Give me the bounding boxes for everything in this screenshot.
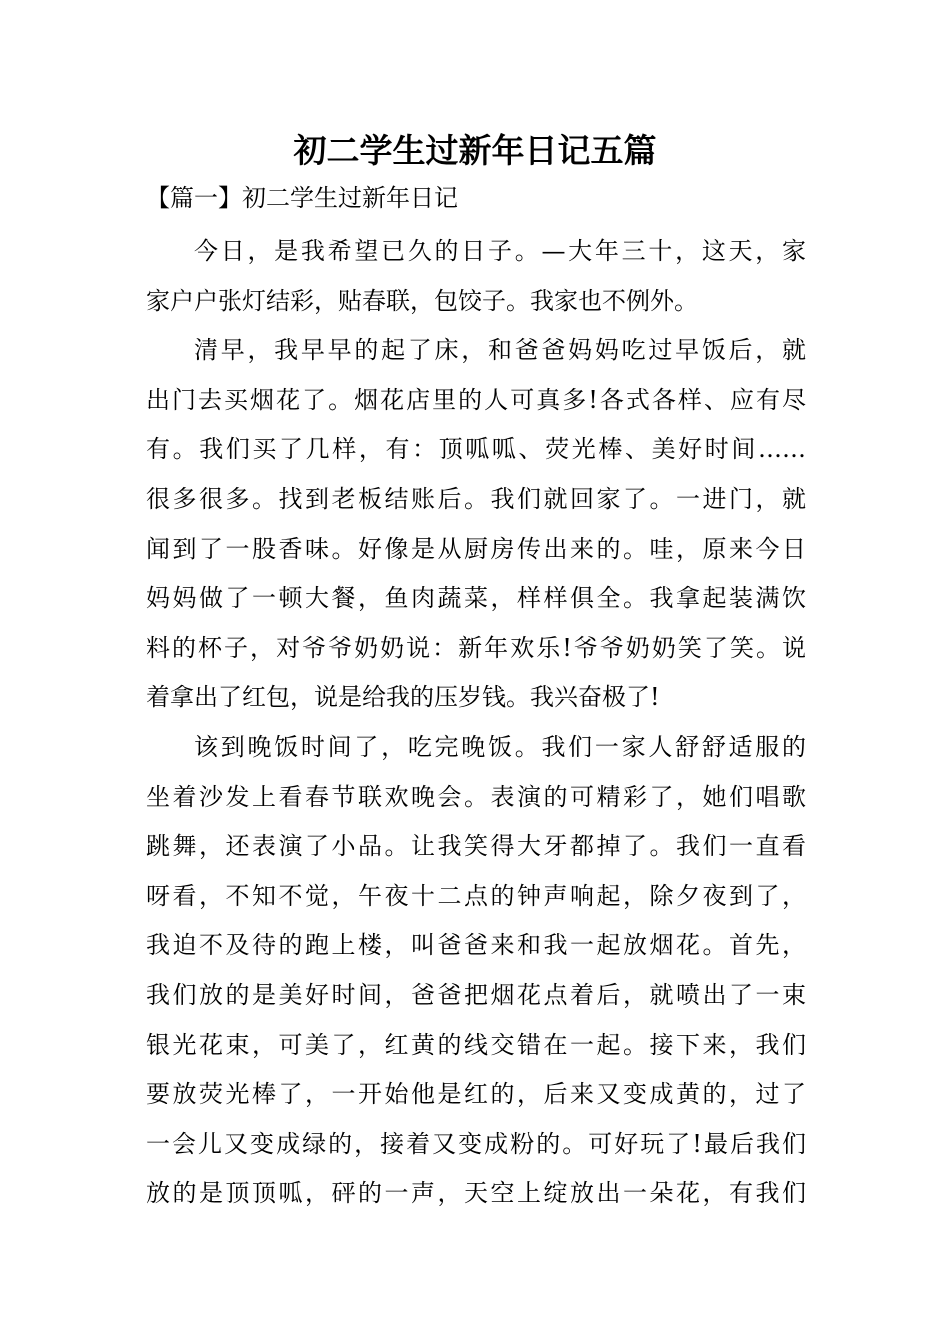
paragraph-line: 今日，是我希望已久的日子。—大年三十，这天，家 — [194, 237, 806, 265]
paragraph-line: 一会儿又变成绿的，接着又变成粉的。可好玩了!最后我们 — [146, 1129, 806, 1158]
paragraph-line: 出门去买烟花了。烟花店里的人可真多!各式各样、应有尽 — [146, 385, 806, 414]
paragraph-line: 我们放的是美好时间，爸爸把烟花点着后，就喷出了一束 — [146, 980, 806, 1009]
paragraph-line: 该到晚饭时间了，吃完晚饭。我们一家人舒舒适服的 — [194, 732, 806, 761]
diary-body — [146, 227, 806, 1219]
paragraph-line: 银光花束，可美了，红黄的线交错在一起。接下来，我们 — [146, 1030, 806, 1059]
paragraph-line: 料的杯子，对爷爷奶奶说：新年欢乐!爷爷奶奶笑了笑。说 — [146, 633, 806, 662]
paragraph-line: 跳舞，还表演了小品。让我笑得大牙都掉了。我们一直看 — [146, 832, 806, 861]
paragraph-line: 很多很多。找到老板结账后。我们就回家了。一进门，就 — [146, 484, 806, 513]
paragraph-line: 我迫不及待的跑上楼，叫爸爸来和我一起放烟花。首先， — [146, 931, 806, 960]
paragraph-line: 放的是顶顶呱，砰的一声，天空上绽放出一朵花，有我们 — [146, 1179, 806, 1208]
section-heading: 【篇一】初二学生过新年日记 — [146, 184, 458, 212]
paragraph-line: 坐着沙发上看春节联欢晚会。表演的可精彩了，她们唱歌 — [146, 782, 806, 811]
document-title: 初二学生过新年日记五篇 — [293, 131, 657, 170]
paragraph-line: 家户户张灯结彩，贴春联，包饺子。我家也不例外。 — [146, 286, 698, 315]
paragraph-line: 要放荧光棒了，一开始他是红的，后来又变成黄的，过了 — [146, 1080, 806, 1109]
paragraph-line: 呀看，不知不觉，午夜十二点的钟声响起，除夕夜到了， — [146, 881, 806, 910]
paragraph-line: 有。我们买了几样，有：顶呱呱、荧光棒、美好时间…… — [146, 435, 806, 464]
paragraph-line: 闻到了一股香味。好像是从厨房传出来的。哇，原来今日 — [146, 534, 806, 563]
paragraph-line: 清早，我早早的起了床，和爸爸妈妈吃过早饭后，就 — [194, 336, 806, 365]
paragraph-line: 着拿出了红包，说是给我的压岁钱。我兴奋极了! — [146, 683, 660, 712]
paragraph-line: 妈妈做了一顿大餐，鱼肉蔬菜，样样俱全。我拿起装满饮 — [146, 584, 806, 613]
